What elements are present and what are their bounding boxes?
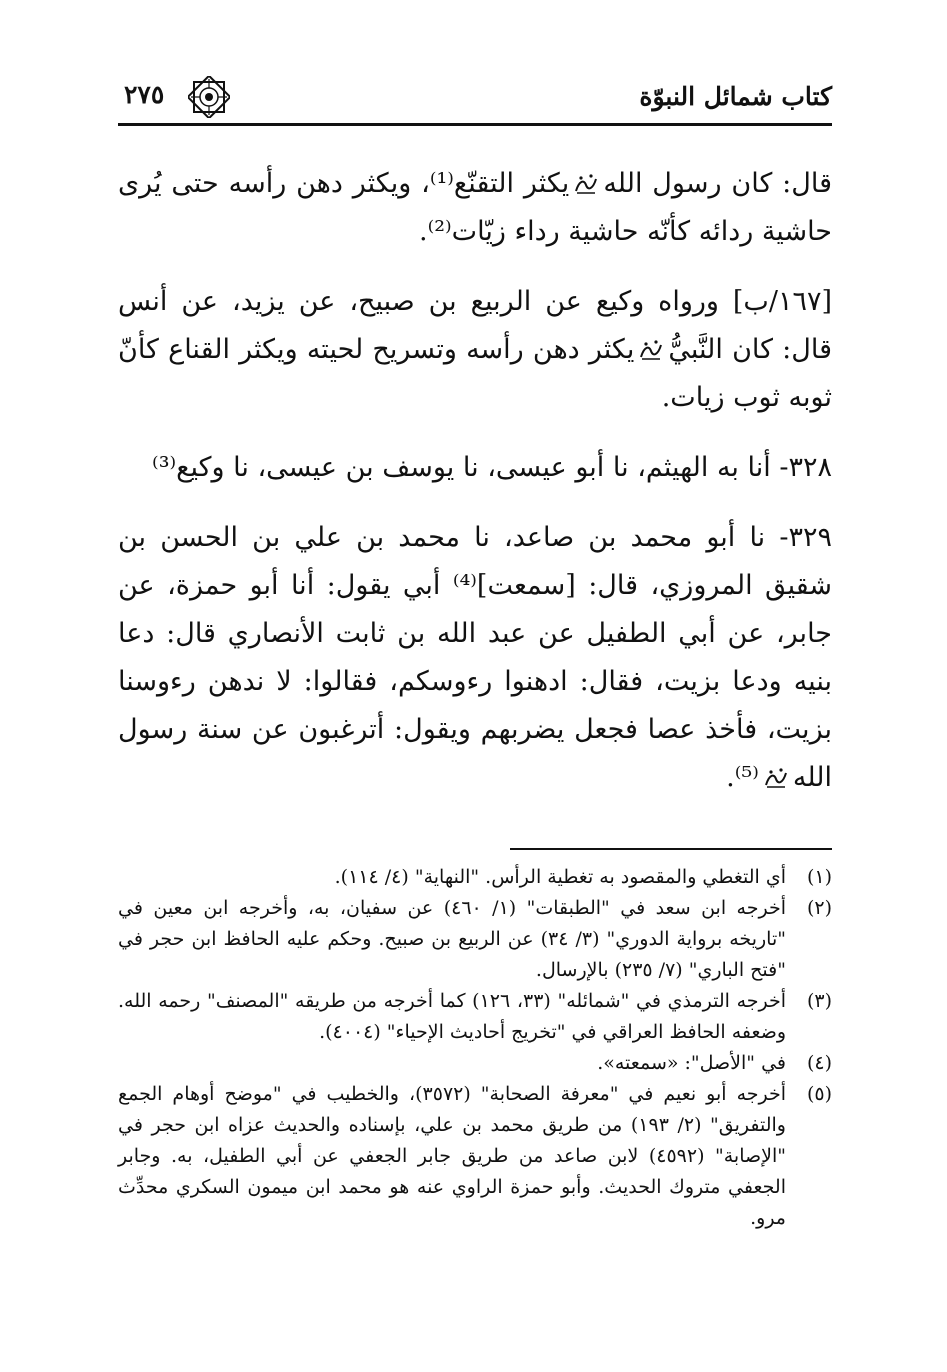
- paragraph-2: [118, 278, 832, 422]
- footnote-text: أخرجه الترمذي في "شمائله" (٣٣، ١٢٦) كما أخرجه من طريقه "المصنف" رحمه الله. وضعفه الحافظ العراقي في "تخريج أحاديث الإحياء" (٤٠٠٤).: [118, 990, 787, 1043]
- footnote-rule: [510, 848, 832, 850]
- footnote-text: أخرجه أبو نعيم في "معرفة الصحابة" (٣٥٧٢)، والخطيب في "موضح أوهام الجمع والتفريق" (٢/ ١٩٣) من طريق محمد بن علي، بإسناده والحديث عزاه ابن حجر في "الإصابة" (٤٥٩٢) لابن صاعد من طريق جابر الجعفي عن أبي الطفيل، به. وجابر الجعفي متروك الحديث. وأبو حمزة الراوي عنه هو محمد ابن ميمون السكري محدِّث مرو.: [118, 1083, 787, 1229]
- footnote-text: أي التغطي والمقصود به تغطية الرأس. "النهاية" (٤/ ١١٤).: [334, 866, 786, 888]
- footnote-number: (٥): [806, 1083, 832, 1105]
- footnote-number: (٣): [806, 990, 832, 1012]
- page-number: ٢٧٥: [124, 80, 165, 109]
- paragraph-2-before: [١٦٧/ب] ورواه وكيع عن الربيع بن صبيح، عن يزيد، عن أنس قال: كان النَّبيُّ: [118, 286, 832, 365]
- footnote-number: (١): [806, 866, 832, 888]
- footnote-number: (٢): [806, 897, 832, 919]
- footnote-1: [118, 862, 832, 893]
- footnote-number: (٤): [806, 1052, 832, 1074]
- paragraph-3: [118, 444, 832, 492]
- footnote-2: [118, 893, 832, 986]
- paragraph-1-before: قال: كان رسول الله: [603, 168, 832, 199]
- main-text: [118, 160, 832, 824]
- salawat-calligraphy-icon: [638, 339, 664, 363]
- paragraph-4: [118, 514, 832, 802]
- paragraph-4-after: ⁽⁵⁾.: [726, 762, 759, 793]
- book-title: كتاب شمائل النبوّة: [639, 82, 832, 111]
- footnote-text: في "الأصل": «سمعته».: [597, 1052, 786, 1074]
- footnote-3: [118, 986, 832, 1048]
- paragraph-1-after: يكثر التقنّع⁽¹⁾، ويكثر دهن رأسه حتى يُرى حاشية ردائه كأنّه حاشية رداء زيّات⁽²⁾.: [118, 168, 832, 247]
- paragraph-3-before: ٣٢٨- أنا به الهيثم، نا أبو عيسى، نا يوسف بن عيسى، نا وكيع⁽³⁾: [152, 452, 832, 483]
- header-rule: [118, 123, 832, 126]
- paragraph-2-after: يكثر دهن رأسه وتسريح لحيته ويكثر القناع كأنّ ثوبه ثوب زيات.: [118, 334, 832, 413]
- octagonal-star-ornament-icon: [188, 76, 230, 118]
- page-header: [118, 70, 832, 128]
- salawat-calligraphy-icon: [573, 173, 599, 197]
- paragraph-1: [118, 160, 832, 256]
- footnote-5: [118, 1079, 832, 1234]
- salawat-calligraphy-icon: [763, 767, 789, 791]
- paragraph-4-before: ٣٢٩- نا أبو محمد بن صاعد، نا محمد بن علي بن الحسن بن شقيق المروزي، قال: [سمعت]⁽⁴⁾ أبي يقول: أنا أبو حمزة، عن جابر، عن أبي الطفيل عن عبد الله بن ثابت الأنصاري قال: دعا بنيه ودعا بزيت، فقال: ادهنوا رءوسكم، فقالوا: لا ندهن رءوسنا بزيت، فأخذ عصا فجعل يضربهم ويقول: أترغبون عن سنة رسول الله: [118, 522, 832, 793]
- footnote-text: أخرجه ابن سعد في "الطبقات" (١/ ٤٦٠) عن سفيان، به، وأخرجه ابن معين في "تاريخه برواية الدوري" (٣/ ٣٤) عن الربيع بن صبيح. وحكم عليه الحافظ ابن حجر في "فتح الباري" (٧/ ٢٣٥) بالإرسال.: [118, 897, 786, 981]
- footnotes: [118, 862, 832, 1234]
- footnote-4: [118, 1048, 832, 1079]
